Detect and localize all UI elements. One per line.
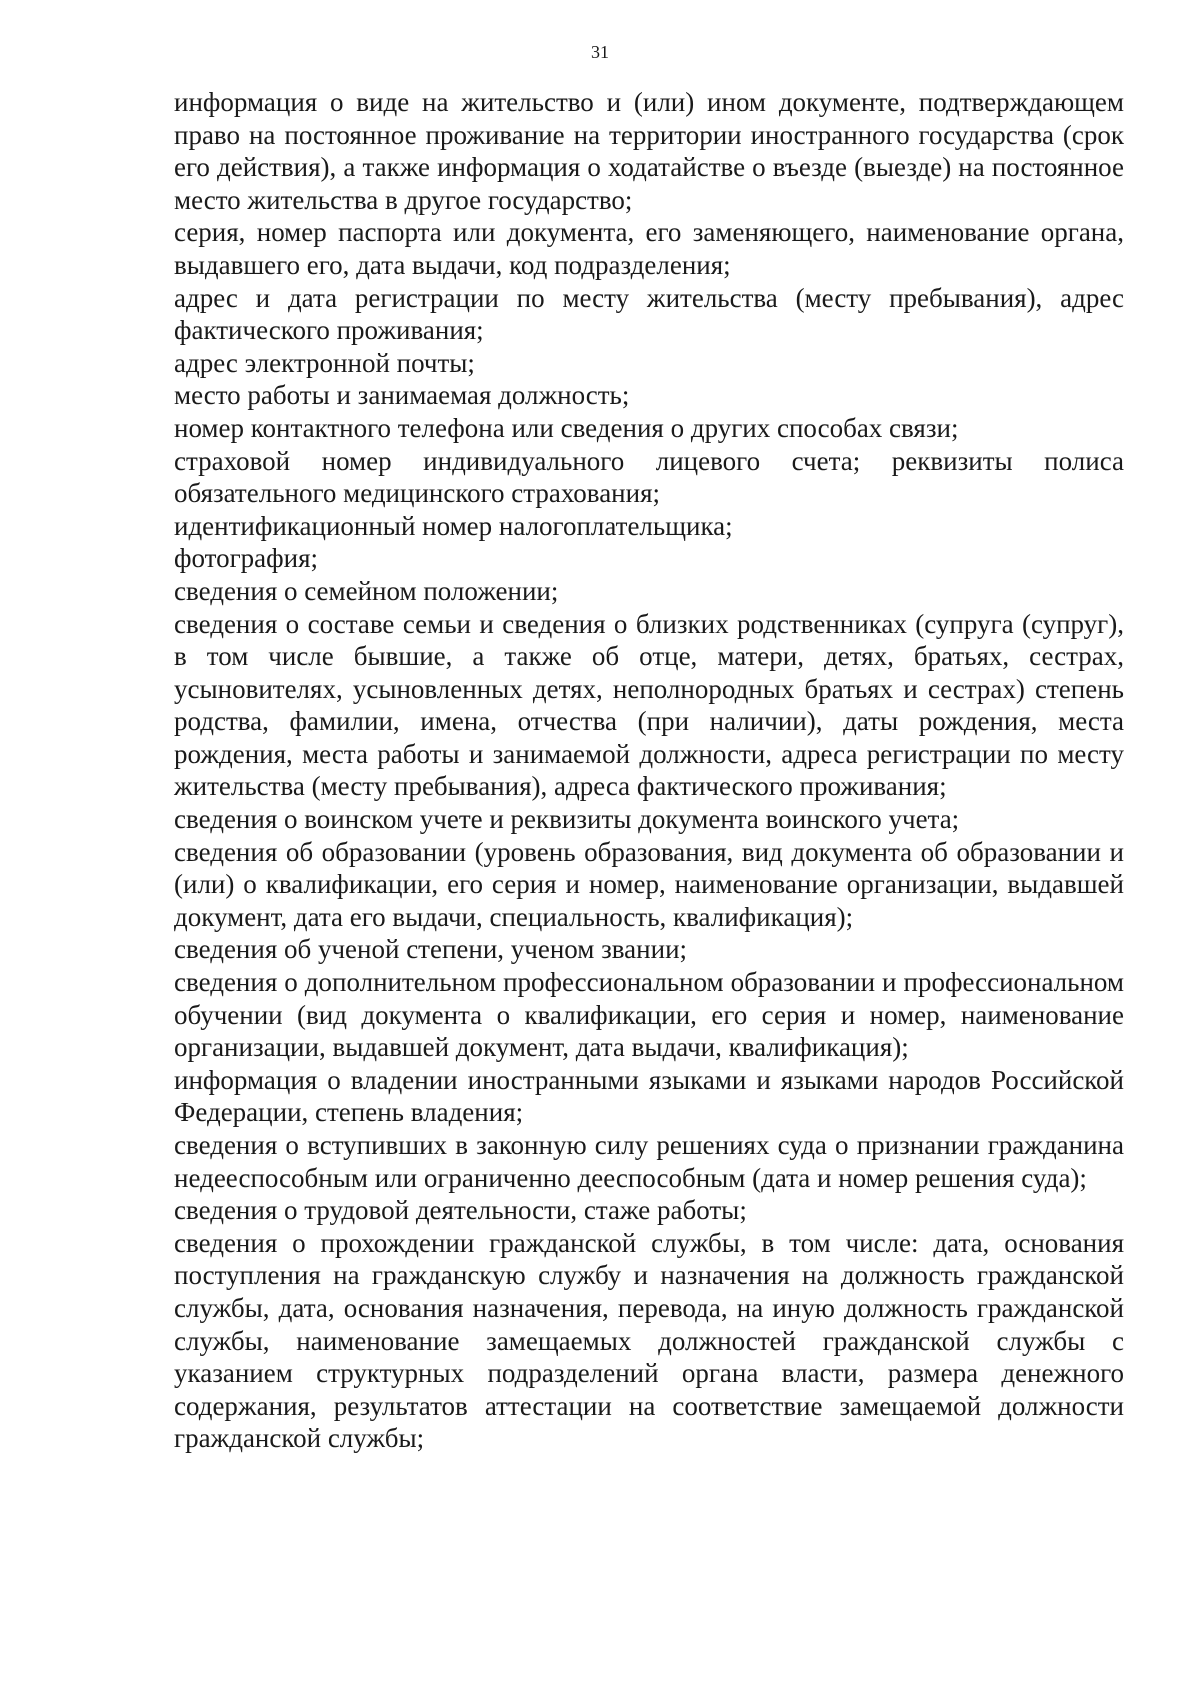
paragraph-education: сведения об образовании (уровень образования, вид документа об образовании и (или) о квалификации, его серия и номер, наименование организации, выдавшей документ, дата его выдачи, специальность, квалификация); <box>174 836 1124 932</box>
paragraph-registration-address: адрес и дата регистрации по месту жительства (месту пребывания), адрес фактического проживания; <box>174 282 1124 346</box>
paragraph-phone: номер контактного телефона или сведения о других способах связи; <box>174 412 959 443</box>
paragraph-residence-permit: информация о виде на жительство и (или) ином документе, подтверждающем право на постоянное проживание на территории иностранного государства (срок его действия), а также информация о ходатайстве о въезде (выезде) на постоянное место жительства в другое государство; <box>174 87 1124 215</box>
paragraph-tax-number: идентификационный номер налогоплательщика; <box>174 510 733 541</box>
document-body <box>174 86 1124 1455</box>
paragraph-family: сведения о составе семьи и сведения о близких родственниках (супруга (супруг), в том числе бывшие, а также об отце, матери, детях, братьях, сестрах, усыновителях, усыновленных детях, неполнородных братьях и сестрах) степень родства, фамилии, имена, отчества (при наличии), даты рождения, места рождения, места работы и занимаемой должности, адреса регистрации по месту жительства (месту пребывания), адреса фактического проживания; <box>174 608 1124 802</box>
paragraph-civil-service: сведения о прохождении гражданской службы, в том числе: дата, основания поступления на гражданскую службу и назначения на должность гражданской службы, дата, основания назначения, перевода, на иную должность гражданской службы, наименование замещаемых должностей гражданской службы с указанием структурных подразделений органа власти, размера денежного содержания, результатов аттестации на соответствие замещаемой должности гражданской службы; <box>174 1227 1124 1454</box>
paragraph-email: адрес электронной почты; <box>174 347 475 378</box>
paragraph-insurance: страховой номер индивидуального лицевого счета; реквизиты полиса обязательного медицинского страхования; <box>174 445 1124 509</box>
paragraph-academic-degree: сведения об ученой степени, ученом звании; <box>174 934 688 965</box>
paragraph-workplace: место работы и занимаемая должность; <box>174 380 630 411</box>
paragraph-court-decisions: сведения о вступивших в законную силу решениях суда о признании гражданина недееспособным или ограниченно дееспособным (дата и номер решения суда); <box>174 1130 1124 1193</box>
page-number: 31 <box>591 42 609 62</box>
paragraph-military: сведения о воинском учете и реквизиты документа воинского учета; <box>174 804 960 835</box>
paragraph-marital-status: сведения о семейном положении; <box>174 575 559 606</box>
paragraph-photo: фотография; <box>174 543 319 574</box>
paragraph-languages: информация о владении иностранными языками и языками народов Российской Федерации, степень владения; <box>174 1064 1124 1128</box>
paragraph-passport: серия, номер паспорта или документа, его заменяющего, наименование органа, выдавшего его, дата выдачи, код подразделения; <box>174 217 1124 280</box>
paragraph-work-experience: сведения о трудовой деятельности, стаже работы; <box>174 1195 747 1226</box>
paragraph-additional-education: сведения о дополнительном профессиональном образовании и профессиональном обучении (вид документа о квалификации, его серия и номер, наименование организации, выдавшей документ, дата выдачи, квалификация); <box>174 967 1124 1063</box>
